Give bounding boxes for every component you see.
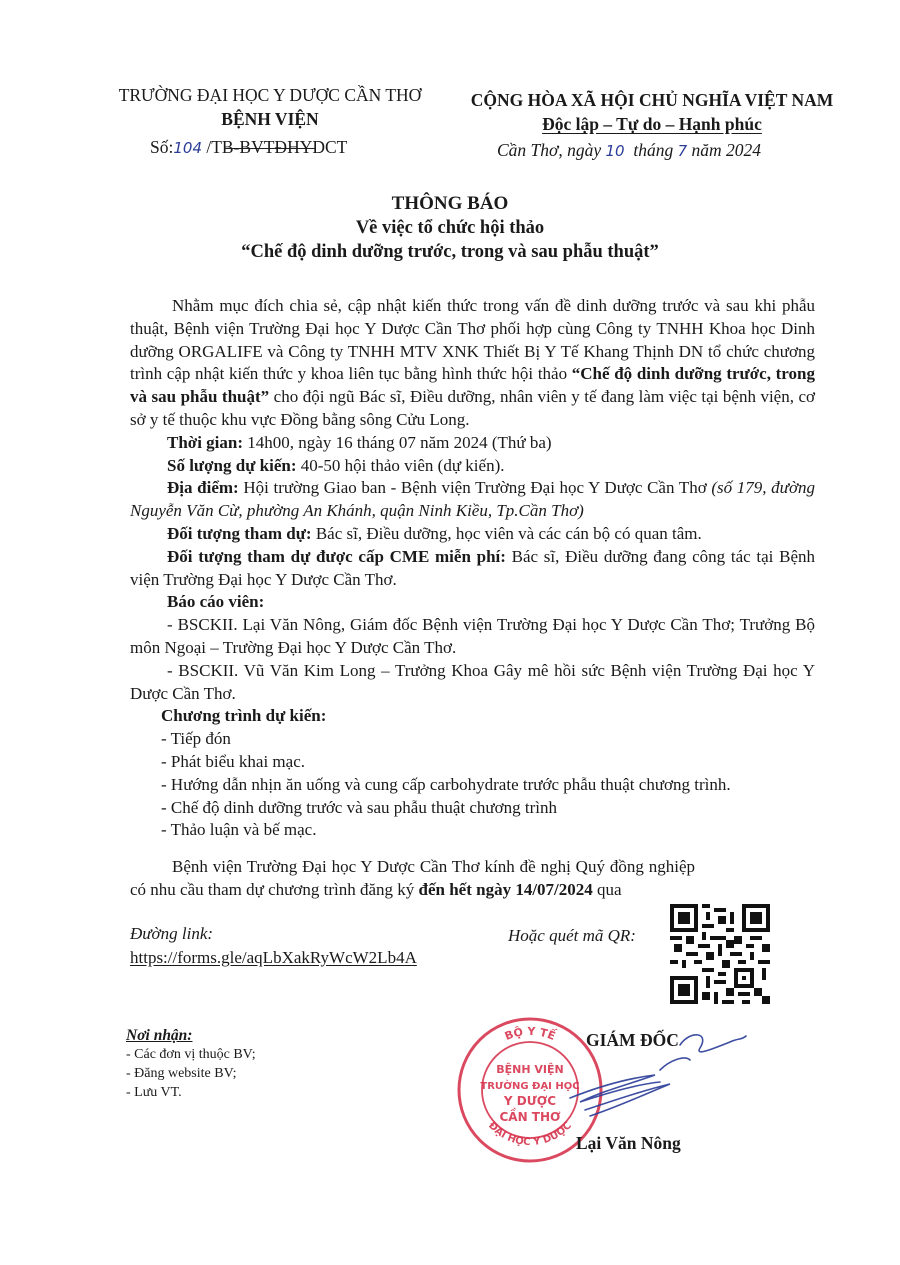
speaker-item: - BSCKII. Vũ Văn Kim Long – Trưởng Khoa Gây mê hồi sức Bệnh viện Trường Đại học Y Dược Cần Thơ. — [130, 660, 815, 703]
program-label: Chương trình dự kiến: — [161, 706, 327, 726]
national-header — [452, 88, 852, 136]
program-item: - Tiếp đón — [161, 729, 231, 749]
national-motto: Độc lập – Tự do – Hạnh phúc — [542, 114, 762, 134]
qr-label: Hoặc quét mã QR: — [508, 926, 636, 945]
title-event-name: “Chế độ dinh dưỡng trước, trong và sau phẫu thuật” — [241, 242, 659, 262]
place-address: (số 179, đường Nguyễn Văn Cừ, phường An Khánh, quận Ninh Kiều, Tp.Cần Thơ) — [130, 478, 816, 521]
intro-text-end: cho đội ngũ Bác sĩ, Điều dưỡng, nhân viên y tế đang làm việc tại bệnh viện, cơ sở y tế thuộc khu vực Đồng bằng sông Cửu Long. — [130, 387, 815, 429]
count-value: 40-50 hội thảo viên (dự kiến). — [296, 455, 505, 475]
doc-number-suffix: /TB-BVTĐHYDCT — [206, 137, 348, 157]
program-item: - Thảo luận và bế mạc. — [161, 820, 317, 840]
doc-number-handwritten: 104 — [173, 139, 202, 157]
time-value: 14h00, ngày 16 tháng 07 năm 2024 (Thứ ba) — [243, 432, 552, 452]
recipients-block — [126, 1026, 256, 1102]
place-row — [130, 477, 815, 523]
program-item: - Hướng dẫn nhịn ăn uống và cung cấp carbohydrate trước phẫu thuật chương trình. — [161, 774, 731, 794]
svg-text:BỘ Y TẾ — [503, 1025, 558, 1043]
registration-url[interactable]: https://forms.gle/aqLbXakRyWcW2Lb4A — [130, 948, 417, 967]
recipients-heading: Nơi nhận: — [126, 1027, 193, 1044]
document-title — [100, 192, 800, 264]
target-label: Đối tượng tham dự: — [167, 523, 312, 543]
target-row — [130, 523, 815, 546]
cme-value: Bác sĩ, Điều dưỡng đang công tác tại Bệnh viện Trường Đại học Y Dược Cần Thơ. — [130, 546, 815, 589]
closing-text: Bệnh viện Trường Đại học Y Dược Cần Thơ kính đề nghị Quý đồng nghiệp có nhu cầu tham dự chương trình đăng ký — [130, 857, 695, 899]
count-label: Số lượng dự kiến: — [167, 455, 297, 475]
cme-label: Đối tượng tham dự được cấp CME miễn phí: — [167, 546, 506, 566]
intro-text: Nhằm mục đích chia sẻ, cập nhật kiến thức trong vấn đề dinh dưỡng trước và sau khi phẫu thuật, Bệnh viện Trường Đại học Y Dược Cần Thơ phối hợp cùng Công ty TNHH Khoa học Dinh dưỡng ORGALIFE và Công ty TNHH MTV XNK Thiết Bị Y Tế Khang Thịnh DN tổ chức chương trình cập nhật kiến thức y khoa liên tục bằng hình thức hội thảo — [130, 296, 815, 384]
cme-row — [130, 546, 815, 592]
title-type: THÔNG BÁO — [391, 193, 509, 214]
seal-center-line4: CẦN THƠ — [499, 1110, 561, 1124]
seal-ring-top: BỘ Y TẾ — [502, 1024, 558, 1043]
speaker-item: - BSCKII. Lại Văn Nông, Giám đốc Bệnh viện Trường Đại học Y Dược Cần Thơ; Trưởng Bộ môn Ngoại – Trường Đại học Y Dược Cần Thơ. — [130, 615, 815, 657]
seal-center-line1: BỆNH VIỆN — [496, 1063, 564, 1076]
recipient-item: - Các đơn vị thuộc BV; — [126, 1047, 256, 1062]
issue-date — [497, 140, 761, 161]
seal-center-line2: TRƯỜNG ĐẠI HỌC — [480, 1081, 580, 1092]
title-subject: Về việc tổ chức hội thảo — [355, 218, 545, 238]
program-item: - Phát biểu khai mạc. — [161, 751, 305, 771]
document-body — [130, 295, 815, 902]
date-place: Cần Thơ, ngày — [497, 140, 602, 160]
intro-event-name: “Chế độ dinh dưỡng trước, trong và sau phẫu thuật” — [130, 364, 815, 407]
date-day-handwritten: 10 — [605, 142, 625, 160]
qr-code-icon[interactable] — [670, 904, 770, 1004]
signatory-name: Lại Văn Nông — [576, 1133, 681, 1153]
issuer-university: TRƯỜNG ĐẠI HỌC Y DƯỢC CẦN THƠ — [118, 85, 422, 105]
date-month-label: tháng — [633, 140, 674, 160]
count-row — [130, 455, 815, 478]
place-value: Hội trường Giao ban - Bệnh viện Trường Đại học Y Dược Cần Thơ — [238, 478, 712, 498]
recipient-item: - Đăng website BV; — [126, 1066, 237, 1081]
intro-paragraph — [130, 295, 815, 432]
registration-link-block — [130, 922, 417, 970]
date-year: năm 2024 — [691, 140, 762, 160]
time-row — [130, 432, 815, 455]
issuer-unit: BỆNH VIỆN — [221, 109, 319, 129]
date-month-handwritten: 7 — [677, 142, 688, 160]
country-name: CỘNG HÒA XÃ HỘI CHỦ NGHĨA VIỆT NAM — [470, 90, 834, 110]
document-number — [150, 137, 347, 158]
recipient-item: - Lưu VT. — [126, 1085, 182, 1100]
time-label: Thời gian: — [167, 432, 244, 452]
signatory-title: GIÁM ĐỐC — [586, 1030, 679, 1050]
doc-number-prefix: Số: — [150, 137, 174, 157]
program-item: - Chế độ dinh dưỡng trước và sau phẫu thuật chương trình — [161, 797, 557, 817]
closing-deadline: đến hết ngày 14/07/2024 — [418, 879, 593, 899]
closing-text-end: qua — [592, 879, 622, 899]
place-label: Địa điểm: — [167, 478, 239, 498]
seal-center-line3: Y DƯỢC — [503, 1094, 557, 1108]
closing-paragraph — [130, 856, 815, 902]
link-label: Đường link: — [130, 924, 214, 943]
speakers-label: Báo cáo viên: — [167, 592, 265, 612]
target-value: Bác sĩ, Điều dưỡng, học viên và các cán bộ có quan tâm. — [311, 523, 702, 543]
seal-ring-bottom: ĐẠI HỌC Y DƯỢC — [486, 1120, 574, 1149]
